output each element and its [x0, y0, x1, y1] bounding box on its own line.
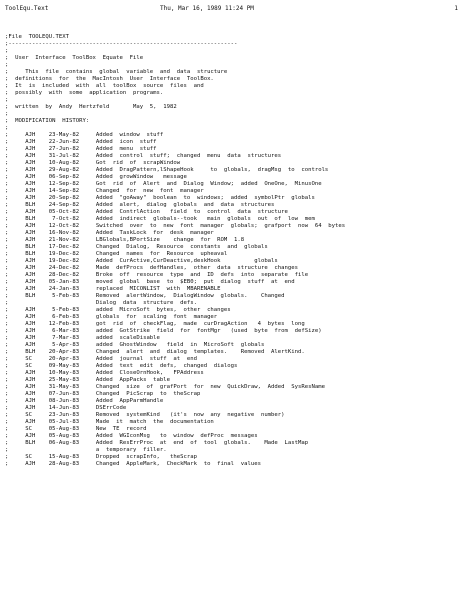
listing-line: ; BLH 5-Feb-83 Removed alertWindow, DialogWindow globals. Changed	[5, 293, 285, 299]
listing-line: ; AJH 10-May-83 Added CloseOrnHook, FPAddress	[5, 370, 204, 376]
listing-line: ;	[5, 62, 9, 68]
listing-line: ; User Interface ToolBox Equate File	[5, 55, 144, 61]
listing-line: ; SC 05-Aug-83 New TE record	[5, 426, 147, 432]
listing-line: ; AJH 6-Feb-83 globals for scaling font manager	[5, 314, 218, 320]
listing-line: ; AJH 28-Dec-82 Broke off resource type and ID defs into separate file	[5, 272, 309, 278]
listing-line: ; AJH 06-Sep-82 Added growWindow message	[5, 174, 187, 180]
header-page-number: 1	[454, 5, 458, 12]
listing-line: ; BLH 24-Sep-82 Added alert, dialog globals and data structures	[5, 202, 275, 208]
listing-line: ; AJH 07-Jun-83 Changed PicScrap to theScrap	[5, 391, 201, 397]
listing-line: ; BLH 06-Aug-83 Added ResErrProc at end of tool globals. Made LastMap	[5, 440, 309, 446]
listing-line: ; SC 23-Jun-83 Removed systemKind (it's now any negative number)	[5, 412, 285, 418]
listing-line: ; AJH 24-Dec-82 Made defProcs defHandles, other data structure changes	[5, 265, 298, 271]
listing-line: ; AJH 05-Oct-82 Added ContrlAction field to control data structure	[5, 209, 288, 215]
listing-line: ; AJH 21-Nov-82 LBGlobals,BPortSize change for ROM 1.8	[5, 237, 245, 243]
page-header	[0, 4, 464, 14]
listing-line: ; AJH 31-Jul-82 Added control stuff; changed menu data structures	[5, 153, 282, 159]
listing-line: ; AJH 23-May-82 Added window stuff	[5, 132, 164, 138]
listing-line: ; a temporary filler.	[5, 447, 167, 453]
listing-line: ; AJH 05-Jan-83 moved global base to $EB0; put dialog stuff at end	[5, 279, 295, 285]
listing-line: ; AJH 22-Jun-82 Added icon stuff	[5, 139, 157, 145]
listing-line: ; AJH 12-Sep-82 Got rid of Alert and Dialog Window; added OneOne, MinusOne	[5, 181, 322, 187]
listing-line: ; AJH 27-Jun-82 Added menu stuff	[5, 146, 157, 152]
listing-line: ; AJH 25-May-83 Added AppPacks table	[5, 377, 171, 383]
listing-line: ; SC 20-Apr-83 Added journal stuff at end	[5, 356, 197, 362]
listing-line: ; AJH 05-Aug-83 Added WGIconMsg to window defProc messages	[5, 433, 258, 439]
listing-line: ; AJH 05-Jul-83 Made it match the documentation	[5, 419, 214, 425]
listing-line: ; Dialog data structure defs.	[5, 300, 197, 306]
listing-line: ; AJH 7-Mar-83 added scaleDisable	[5, 335, 160, 341]
listing-line: ; It is included with all toolBox source files and	[5, 83, 204, 89]
listing-line: ; AJH 31-May-83 Changed size of grafPort for new QuickDraw, Added SysResName	[5, 384, 325, 390]
listing-line: ; This file contains global variable and data structure	[5, 69, 228, 75]
listing-line: ; AJH 24-Jan-83 replaced MICONLIST with MBARENABLE	[5, 286, 221, 292]
listing-line: ; BLH 20-Apr-83 Changed alert and dialog templates. Removed AlertKind.	[5, 349, 305, 355]
listing-line: ;	[5, 111, 9, 117]
listing-line: ;File TOOLEQU.TEXT	[5, 34, 69, 40]
listing-line: ; BLH 19-Dec-82 Changed names for Resource upheaval	[5, 251, 228, 257]
listing-line: ; SC 15-Aug-83 Dropped scrapInfo, theScrap	[5, 454, 197, 460]
header-datetime: Thu, Mar 16, 1989 11:24 PM	[160, 5, 254, 12]
listing-line: ; AJH 20-Sep-82 Added "goAway" boolean to windows; added symbolPtr globals	[5, 195, 315, 201]
listing-line: ;	[5, 125, 9, 131]
listing-line: ; AJH 10-Aug-82 Got rid of scrapWindow	[5, 160, 181, 166]
listing-line: ;--------------------------------------------------------------------	[5, 41, 238, 47]
listing-line: ; AJH 5-Feb-83 added MicroSoft bytes, other changes	[5, 307, 231, 313]
header-filename: ToolEqu.Text	[5, 5, 49, 12]
listing-line: ; AJH 6-Mar-83 added GotStrike field for fontMgr (used byte from defSize)	[5, 328, 322, 334]
listing-line: ; AJH 12-Oct-82 Switched over to new font manager globals; grafport now 64 bytes	[5, 223, 346, 229]
listing-line: ; BLH 7-Oct-82 Added indirect globals--took main globals out of low mem	[5, 216, 315, 222]
listing-line: ; AJH 19-Dec-82 Added CurActive,CurDeactive,deskHook globals	[5, 258, 278, 264]
listing-line: ; AJH 29-Aug-82 Added DragPattern,lShapeHook to globals, dragMsg to controls	[5, 167, 329, 173]
listing-line: ; AJH 08-Jun-83 Added AppParmHandle	[5, 398, 164, 404]
listing-line: ; AJH 16-Nov-82 Added TaskLock for desk manager	[5, 230, 214, 236]
listing-line: ; AJH 14-Jun-83 DSErrCode	[5, 405, 127, 411]
listing-line: ;	[5, 97, 9, 103]
listing-line: ;	[5, 48, 9, 54]
listing-line: ; definitions for the MacIntosh User Interface ToolBox.	[5, 76, 214, 82]
source-listing	[5, 34, 457, 594]
listing-line: ; AJH 12-Feb-83 got rid of checkFlag, made curDragAction 4 bytes long	[5, 321, 305, 327]
listing-line: ; AJH 14-Sep-82 Changed for new font manager	[5, 188, 204, 194]
listing-line: ; AJH 28-Aug-83 Changed AppleMark, CheckMark to final values	[5, 461, 261, 467]
listing-line: ; BLH 17-Dec-82 Changed Dialog, Resource constants and globals	[5, 244, 268, 250]
listing-line: ; possibly with some application programs.	[5, 90, 164, 96]
listing-line: ; MODIFICATION HISTORY:	[5, 118, 90, 124]
listing-line: ; SC 09-May-83 Added text edit defs, changed dialogs	[5, 363, 238, 369]
listing-line: ; written by Andy Hertzfeld May 5, 1982	[5, 104, 177, 110]
listing-line: ; AJH 5-Apr-83 added GhostWindow field in MicroSoft globals	[5, 342, 265, 348]
